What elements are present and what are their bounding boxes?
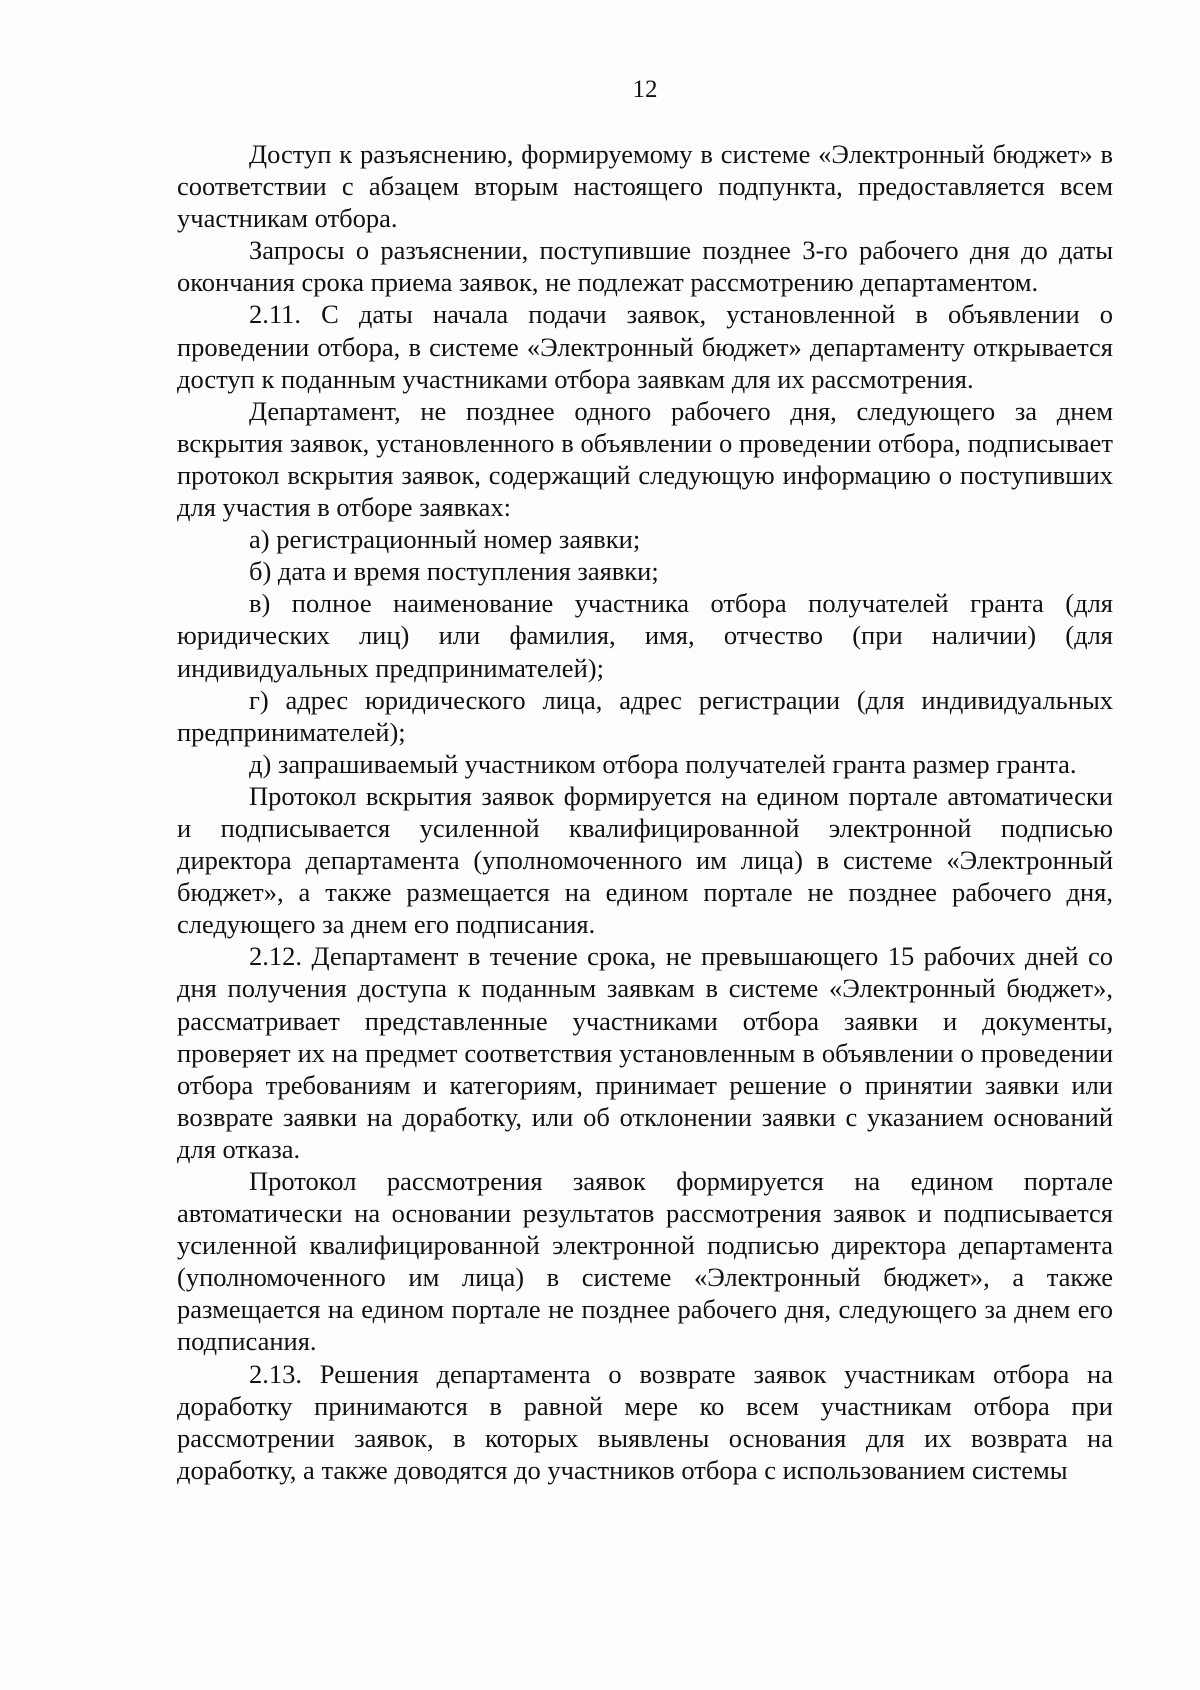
paragraph-clarification-access: Доступ к разъяснению, формируемому в системе «Электронный бюджет» в соответствии с абзацем вторым настоящего подпункта, предоставляется всем участникам отбора. bbox=[177, 139, 1113, 234]
paragraph-2-11: 2.11. С даты начала подачи заявок, установленной в объявлении о проведении отбора, в системе «Электронный бюджет» департаменту открывается доступ к поданным участниками отбора заявкам для их рассмотрения. bbox=[177, 299, 1113, 394]
document-body bbox=[177, 138, 1113, 1486]
paragraph-2-12: 2.12. Департамент в течение срока, не превышающего 15 рабочих дней со дня получения доступа к поданным заявкам в системе «Электронный бюджет», рассматривает представленные участниками отбора заявки и документы, проверяет их на предмет соответствия установленным в объявлении о проведении отбора требованиям и категориям, принимает решение о принятии заявки или возврате заявки на доработку, или об отклонении заявки с указанием оснований для отказа. bbox=[177, 941, 1113, 1164]
list-item-g: г) адрес юридического лица, адрес регистрации (для индивидуальных предпринимателей); bbox=[177, 684, 1113, 747]
list-item-v: в) полное наименование участника отбора получателей гранта (для юридических лиц) или фамилия, имя, отчество (при наличии) (для индивидуальных предпринимателей); bbox=[177, 588, 1113, 683]
paragraph-review-protocol: Протокол рассмотрения заявок формируется на едином портале автоматически на основании результатов рассмотрения заявок и подписывается усиленной квалифицированной электронной подписью директора департамента (уполномоченного им лица) в системе «Электронный бюджет», а также размещается на едином портале не позднее рабочего дня, следующего за днем его подписания. bbox=[177, 1166, 1113, 1357]
paragraph-2-13: 2.13. Решения департамента о возврате заявок участникам отбора на доработку принимаются в равной мере ко всем участникам отбора при рассмотрении заявок, в которых выявлены основания для их возврата на доработку, а также доводятся до участников отбора с использованием системы bbox=[177, 1358, 1113, 1485]
list-item-d: д) запрашиваемый участником отбора получателей гранта размер гранта. bbox=[249, 748, 1077, 779]
paragraph-opening-protocol: Департамент, не позднее одного рабочего дня, следующего за днем вскрытия заявок, установленного в объявлении о проведении отбора, подписывает протокол вскрытия заявок, содержащий следующую информацию о поступивших для участия в отборе заявках: bbox=[177, 395, 1113, 523]
page-number: 12 bbox=[632, 76, 658, 103]
list-item-b: б) дата и время поступления заявки; bbox=[249, 556, 659, 587]
paragraph-opening-protocol-signing: Протокол вскрытия заявок формируется на едином портале автоматически и подписывается усиленной квалифицированной электронной подписью директора департамента (уполномоченного им лица) в системе «Электронный бюджет», а также размещается на едином портале не позднее рабочего дня, следующего за днем его подписания. bbox=[177, 780, 1113, 940]
paragraph-late-requests: Запросы о разъяснении, поступившие позднее 3-го рабочего дня до даты окончания срока приема заявок, не подлежат рассмотрению департаментом. bbox=[177, 235, 1113, 298]
list-item-a: а) регистрационный номер заявки; bbox=[249, 524, 641, 555]
